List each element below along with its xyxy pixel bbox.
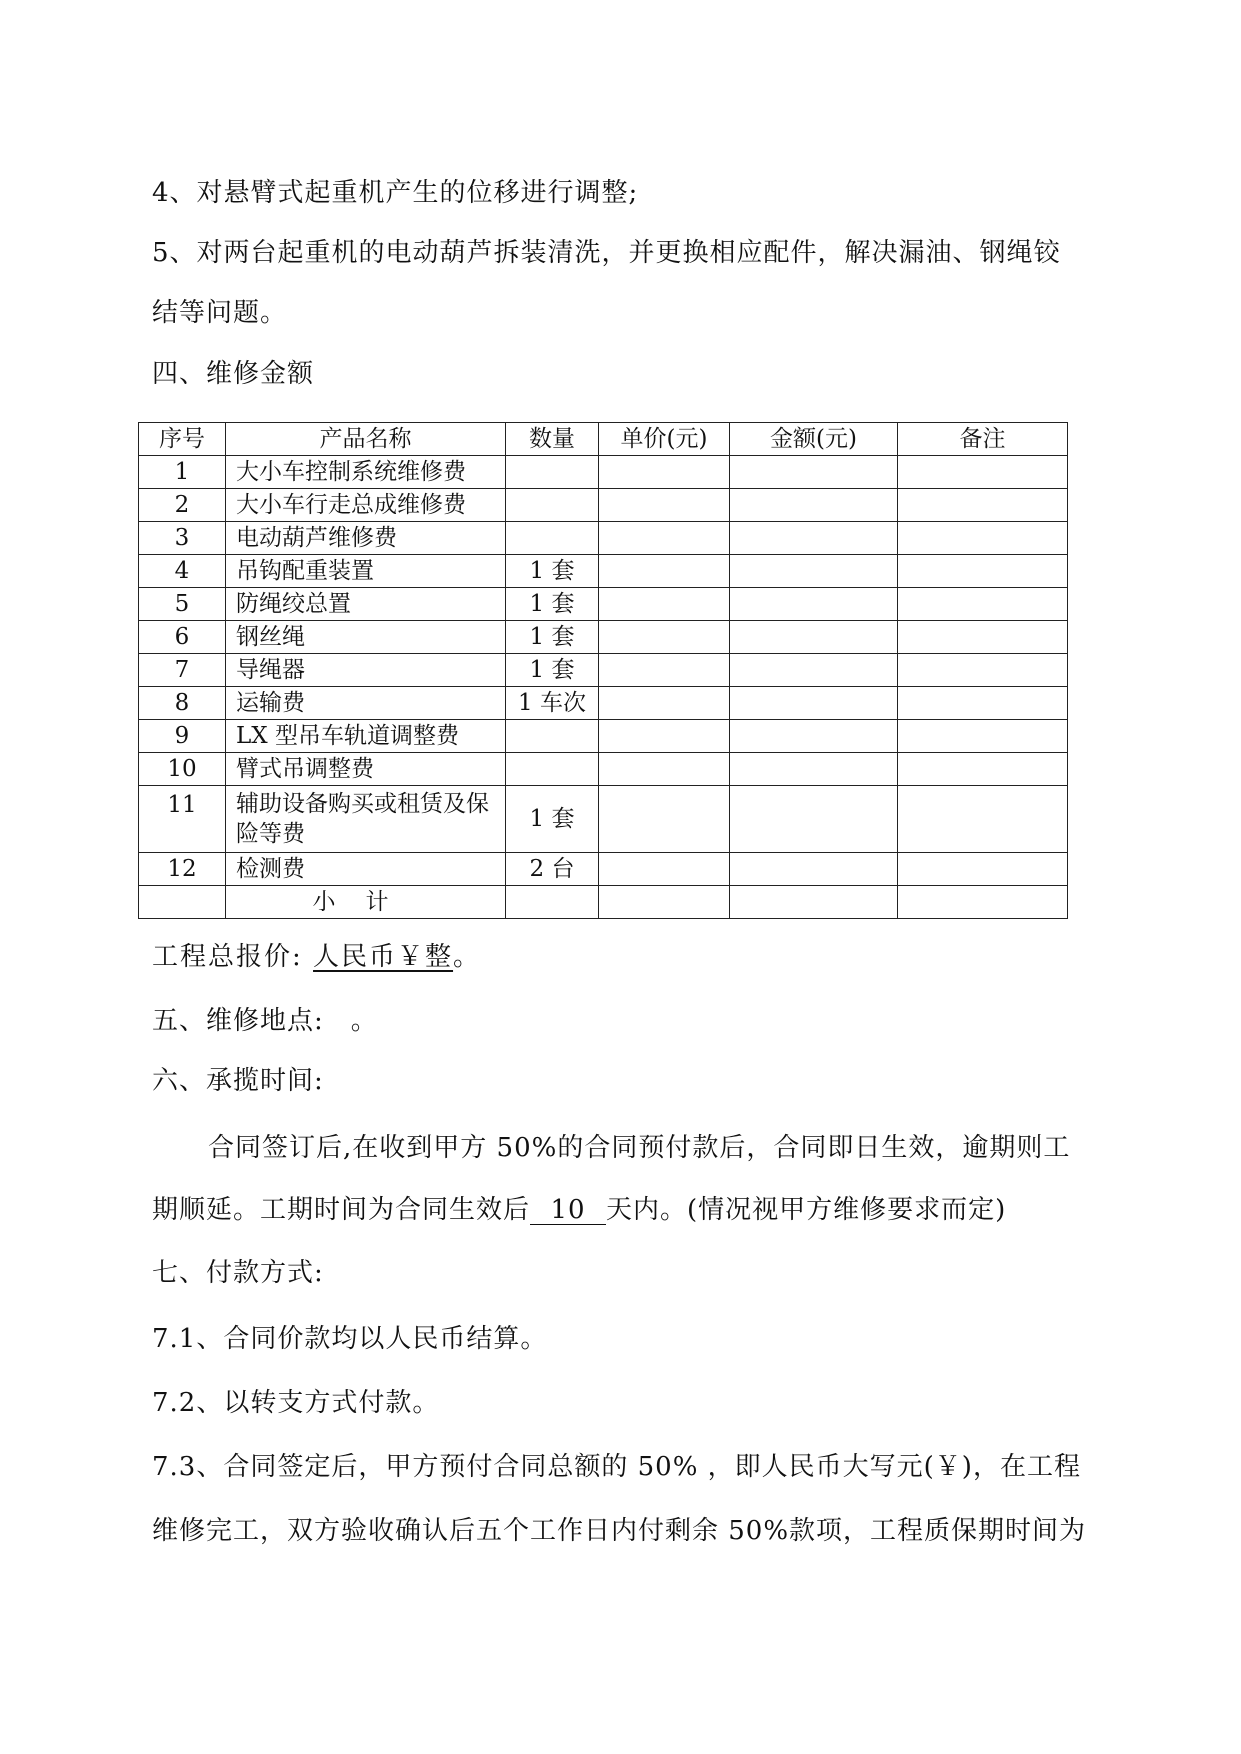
payment-item-7-3-line2: 维修完工，双方验收确认后五个工作日内付剩余 50%款项，工程质保期时间为: [152, 1516, 1087, 1546]
section-4-heading: 四、维修金额: [152, 359, 315, 389]
subtotal-amount-cell: [730, 886, 898, 919]
schedule-line-2-post: 天内。(情况视甲方维修要求而定): [606, 1195, 1007, 1225]
amount-cell: [730, 786, 898, 853]
section-6-heading: 六、承揽时间:: [152, 1066, 324, 1096]
row-number: 7: [139, 654, 226, 687]
table-row: [139, 786, 1068, 853]
row-number: 6: [139, 621, 226, 654]
item-4-text: 4、对悬臂式起重机产生的位移进行调整;: [152, 178, 639, 208]
quantity: 1 套: [506, 654, 599, 687]
table-row: [139, 853, 1068, 886]
unit-price-cell: [599, 456, 730, 489]
amount-cell: [730, 522, 898, 555]
unit-price-cell: [599, 753, 730, 786]
row-number: 8: [139, 687, 226, 720]
amount-cell: [730, 720, 898, 753]
total-price-line: [152, 940, 481, 974]
header-cell: 产品名称: [226, 423, 506, 456]
payment-item-7-3-line1: 7.3、合同签定后，甲方预付合同总额的 50% ，即人民币大写元(￥)，在工程: [152, 1452, 1081, 1482]
amount-cell: [730, 555, 898, 588]
item-5-text-line2: 结等问题。: [152, 298, 288, 328]
row-number: 11: [139, 786, 226, 853]
product-name: 吊钩配重装置: [226, 555, 506, 588]
table-row: [139, 588, 1068, 621]
unit-price-cell: [599, 489, 730, 522]
table-row: [139, 753, 1068, 786]
remark-cell: [898, 687, 1068, 720]
duration-days: 10: [530, 1196, 606, 1225]
amount-cell: [730, 489, 898, 522]
remark-cell: [898, 555, 1068, 588]
product-name: 导绳器: [226, 654, 506, 687]
table-header-row: [139, 423, 1068, 456]
row-number: 12: [139, 853, 226, 886]
header-cell: 数量: [506, 423, 599, 456]
remark-cell: [898, 456, 1068, 489]
remark-cell: [898, 720, 1068, 753]
schedule-line-2: [152, 1193, 1006, 1227]
unit-price-cell: [599, 720, 730, 753]
payment-item-7-1: 7.1、合同价款均以人民币结算。: [152, 1324, 548, 1354]
table-row: [139, 456, 1068, 489]
section-7-heading: 七、付款方式:: [152, 1258, 324, 1288]
amount-cell: [730, 753, 898, 786]
row-number: 5: [139, 588, 226, 621]
remark-cell: [898, 853, 1068, 886]
unit-price-cell: [599, 853, 730, 886]
product-name: 大小车行走总成维修费: [226, 489, 506, 522]
amount-cell: [730, 456, 898, 489]
remark-cell: [898, 489, 1068, 522]
unit-price-cell: [599, 654, 730, 687]
amount-cell: [730, 588, 898, 621]
amount-cell: [730, 654, 898, 687]
amount-cell: [730, 621, 898, 654]
subtotal-text: 小计: [312, 889, 419, 915]
table-row: [139, 522, 1068, 555]
amount-cell: [730, 687, 898, 720]
remark-cell: [898, 621, 1068, 654]
quantity: 1 套: [506, 786, 599, 853]
quantity: [506, 456, 599, 489]
row-number: 1: [139, 456, 226, 489]
remark-cell: [898, 588, 1068, 621]
header-cell: 金额(元): [730, 423, 898, 456]
remark-cell: [898, 654, 1068, 687]
table-row: [139, 720, 1068, 753]
subtotal-number-cell: [139, 886, 226, 919]
table-row: [139, 621, 1068, 654]
subtotal-price-cell: [599, 886, 730, 919]
quantity: [506, 753, 599, 786]
product-name: 运输费: [226, 687, 506, 720]
schedule-line-1: 合同签订后,在收到甲方 50%的合同预付款后，合同即日生效，逾期则工: [208, 1133, 1071, 1163]
quantity: 1 套: [506, 621, 599, 654]
row-number: 2: [139, 489, 226, 522]
product-name: 臂式吊调整费: [226, 753, 506, 786]
subtotal-qty-cell: [506, 886, 599, 919]
subtotal-remark-cell: [898, 886, 1068, 919]
product-name: 电动葫芦维修费: [226, 522, 506, 555]
quantity: 1 套: [506, 555, 599, 588]
table-row: [139, 654, 1068, 687]
remark-cell: [898, 753, 1068, 786]
total-price-label: 工程总报价:: [152, 942, 303, 972]
item-5-text-line1: 5、对两台起重机的电动葫芦拆装清洗，并更换相应配件，解决漏油、钢绳铰: [152, 238, 1061, 268]
product-name: 检测费: [226, 853, 506, 886]
row-number: 9: [139, 720, 226, 753]
unit-price-cell: [599, 588, 730, 621]
section-5-location: 五、维修地点: 。: [152, 1006, 378, 1036]
payment-item-7-2: 7.2、以转支方式付款。: [152, 1388, 440, 1418]
row-number: 10: [139, 753, 226, 786]
quantity: 1 车次: [506, 687, 599, 720]
remark-cell: [898, 522, 1068, 555]
total-price-end: 。: [453, 942, 482, 972]
amount-cell: [730, 853, 898, 886]
table-row: [139, 555, 1068, 588]
header-cell: 序号: [139, 423, 226, 456]
remark-cell: [898, 786, 1068, 853]
product-name: 钢丝绳: [226, 621, 506, 654]
table-row: [139, 687, 1068, 720]
row-number: 3: [139, 522, 226, 555]
table-row: [139, 489, 1068, 522]
product-name: 防绳绞总置: [226, 588, 506, 621]
subtotal-row: [139, 886, 1068, 919]
unit-price-cell: [599, 555, 730, 588]
unit-price-cell: [599, 687, 730, 720]
quantity: [506, 720, 599, 753]
repair-cost-table: [138, 422, 1068, 919]
quantity: [506, 489, 599, 522]
unit-price-cell: [599, 621, 730, 654]
total-price-value: 人民币￥整: [313, 942, 454, 972]
header-cell: 单价(元): [599, 423, 730, 456]
product-name: LX 型吊车轨道调整费: [226, 720, 506, 753]
header-cell: 备注: [898, 423, 1068, 456]
unit-price-cell: [599, 522, 730, 555]
unit-price-cell: [599, 786, 730, 853]
subtotal-label: [226, 886, 506, 919]
quantity: 1 套: [506, 588, 599, 621]
quantity: [506, 522, 599, 555]
row-number: 4: [139, 555, 226, 588]
product-name: 辅助设备购买或租赁及保险等费: [226, 786, 506, 853]
quantity: 2 台: [506, 853, 599, 886]
product-name: 大小车控制系统维修费: [226, 456, 506, 489]
schedule-line-2-pre: 期顺延。工期时间为合同生效后: [152, 1195, 531, 1225]
